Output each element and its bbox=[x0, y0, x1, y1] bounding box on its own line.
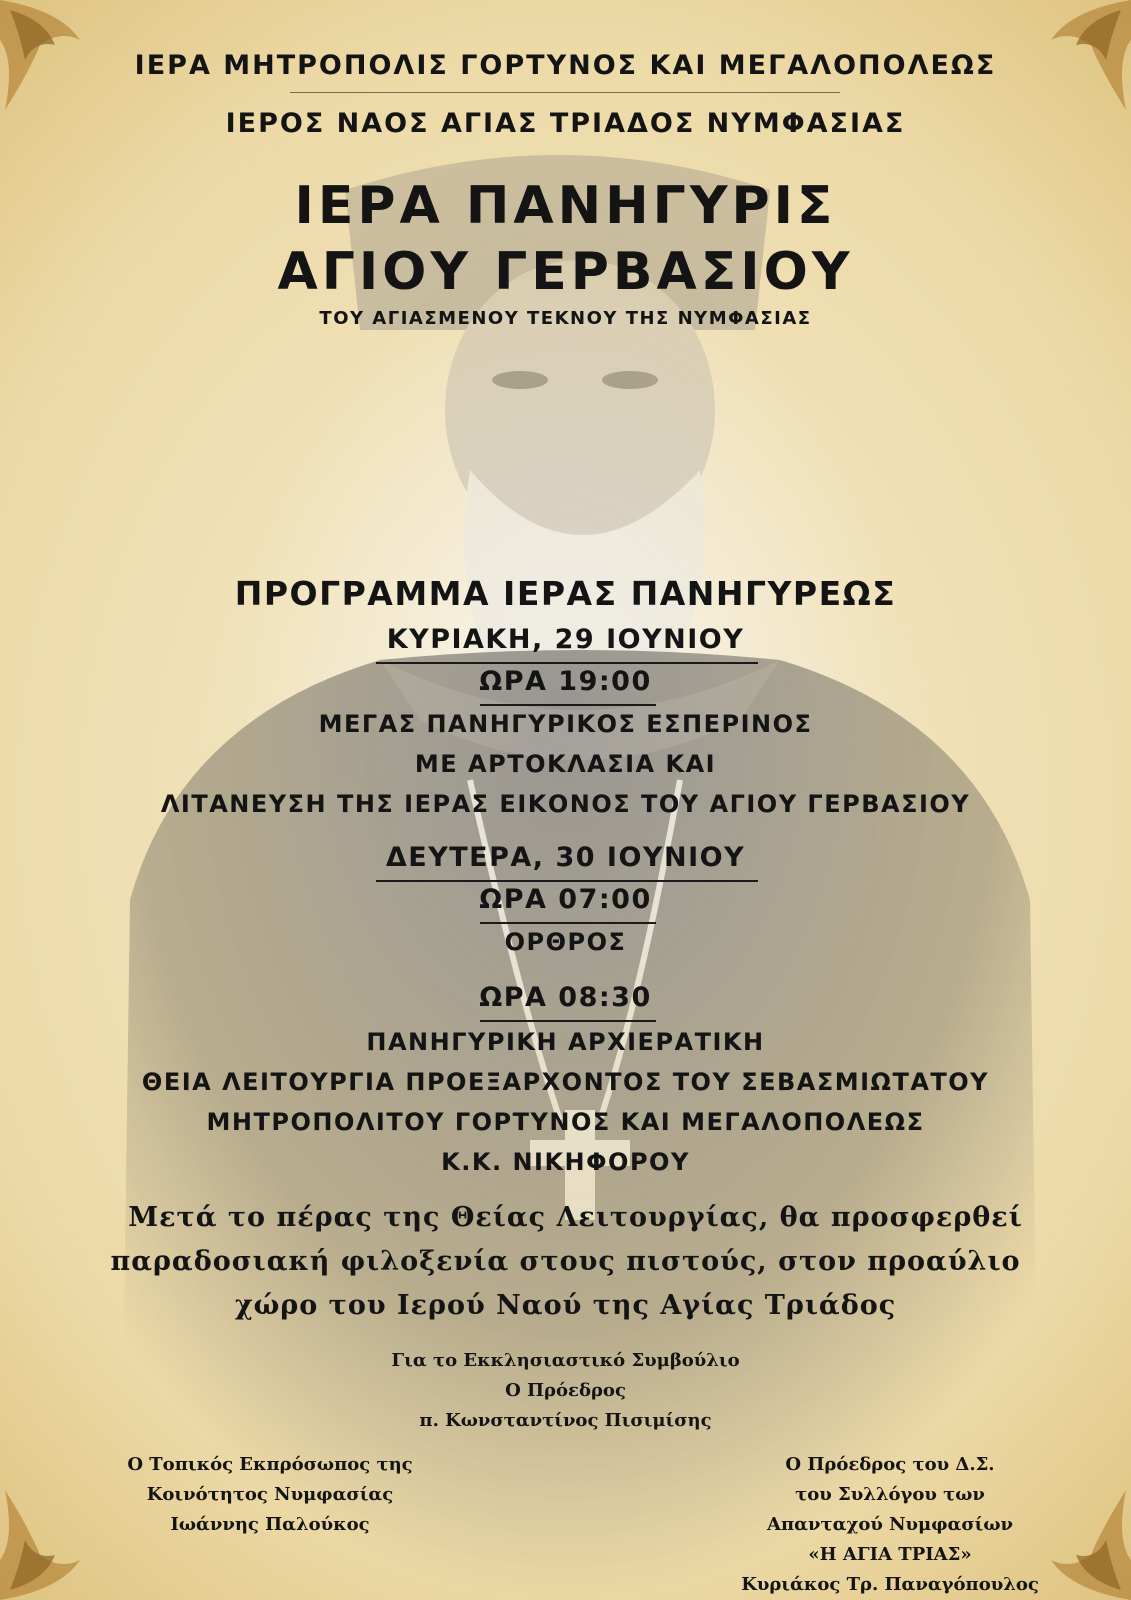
signature-line: Κυριάκος Τρ. Παναγόπουλος bbox=[741, 1574, 1039, 1595]
day2-time1-underline bbox=[480, 922, 656, 924]
church-heading: ΙΕΡΟΣ ΝΑΟΣ ΑΓΙΑΣ ΤΡΙΑΔΟΣ ΝΥΜΦΑΣΙΑΣ bbox=[225, 108, 906, 139]
day1-event-line: ΜΕ ΑΡΤΟΚΛΑΣΙΑ ΚΑΙ bbox=[414, 750, 717, 778]
day1-event-line: ΜΕΓΑΣ ΠΑΝΗΓΥΡΙΚΟΣ ΕΣΠΕΡΙΝΟΣ bbox=[318, 710, 813, 738]
day2-time1: ΩΡΑ 07:00 bbox=[479, 884, 652, 915]
day1-date: ΚΥΡΙΑΚΗ, 29 ΙΟΥΝΙΟΥ bbox=[386, 624, 745, 655]
signature-line: Απανταχού Νυμφασίων bbox=[767, 1514, 1013, 1535]
signature-line: Ο Τοπικός Εκπρόσωπος της bbox=[127, 1454, 413, 1475]
day2-event2-line: ΠΑΝΗΓΥΡΙΚΗ ΑΡΧΙΕΡΑΤΙΚΗ bbox=[366, 1028, 765, 1056]
day2-event1: ΟΡΘΡΟΣ bbox=[504, 928, 627, 956]
signature-line: Ιωάννης Παλούκος bbox=[170, 1514, 370, 1535]
signature-church-council bbox=[0, 1346, 1131, 1436]
signature-line: π. Κωνσταντίνος Πισιμίσης bbox=[419, 1410, 712, 1431]
hospitality-note-line: παραδοσιακή φιλοξενία στους πιστούς, στον προαύλιο bbox=[110, 1246, 1021, 1277]
feast-subtitle: ΤΟΥ ΑΓΙΑΣΜΕΝΟΥ ΤΕΚΝΟΥ ΤΗΣ ΝΥΜΦΑΣΙΑΣ bbox=[319, 308, 812, 329]
program-heading: ΠΡΟΓΡΑΜΜΑ ΙΕΡΑΣ ΠΑΝΗΓΥΡΕΩΣ bbox=[234, 574, 897, 613]
day1-time: ΩΡΑ 19:00 bbox=[479, 666, 652, 697]
signature-line: του Συλλόγου των bbox=[795, 1484, 985, 1505]
day2-event2-line: ΜΗΤΡΟΠΟΛΙΤΟΥ ΓΟΡΤΥΝΟΣ ΚΑΙ ΜΕΓΑΛΟΠΟΛΕΩΣ bbox=[206, 1108, 925, 1136]
day2-event2-line: Κ.Κ. ΝΙΚΗΦΟΡΟΥ bbox=[441, 1148, 690, 1176]
signature-line: Κοινότητος Νυμφασίας bbox=[146, 1484, 394, 1505]
feast-title-line2: ΑΓΙΟΥ ΓΕΡΒΑΣΙΟΥ bbox=[277, 242, 854, 302]
day2-time2-underline bbox=[480, 1020, 656, 1022]
hospitality-note-line: Μετά το πέρας της Θείας Λειτουργίας, θα προσφερθεί bbox=[128, 1202, 1023, 1233]
signature-line: Για το Εκκλησιαστικό Συμβούλιο bbox=[391, 1350, 740, 1371]
signature-line: Ο Πρόεδρος bbox=[505, 1380, 626, 1401]
day1-time-underline bbox=[480, 704, 656, 706]
signature-line: Ο Πρόεδρος του Δ.Σ. bbox=[785, 1454, 995, 1475]
day2-event2-line: ΘΕΙΑ ΛΕΙΤΟΥΡΓΙΑ ΠΡΟΕΞΑΡΧΟΝΤΟΣ ΤΟΥ ΣΕΒΑΣΜΙΩΤΑΤΟΥ bbox=[141, 1068, 990, 1096]
day2-date-underline bbox=[376, 880, 758, 882]
hospitality-note-line: χώρο του Ιερού Ναού της Αγίας Τριάδος bbox=[234, 1290, 897, 1321]
day1-event-line: ΛΙΤΑΝΕΥΣΗ ΤΗΣ ΙΕΡΑΣ ΕΙΚΟΝΟΣ ΤΟΥ ΑΓΙΟΥ ΓΕΡΒΑΣΙΟΥ bbox=[160, 790, 971, 818]
day2-date: ΔΕΥΤΕΡΑ, 30 ΙΟΥΝΙΟΥ bbox=[385, 842, 746, 873]
signature-community-representative bbox=[90, 1450, 450, 1540]
signature-association-president bbox=[710, 1450, 1070, 1600]
day1-date-underline bbox=[376, 662, 758, 664]
feast-title-line1: ΙΕΡΑ ΠΑΝΗΓΥΡΙΣ bbox=[294, 176, 837, 236]
day2-time2: ΩΡΑ 08:30 bbox=[479, 982, 652, 1013]
metropolis-heading: ΙΕΡΑ ΜΗΤΡΟΠΟΛΙΣ ΓΟΡΤΥΝΟΣ ΚΑΙ ΜΕΓΑΛΟΠΟΛΕΩΣ bbox=[134, 50, 997, 81]
header-divider bbox=[290, 92, 840, 93]
signature-line: «Η ΑΓΙΑ ΤΡΙΑΣ» bbox=[808, 1544, 972, 1565]
